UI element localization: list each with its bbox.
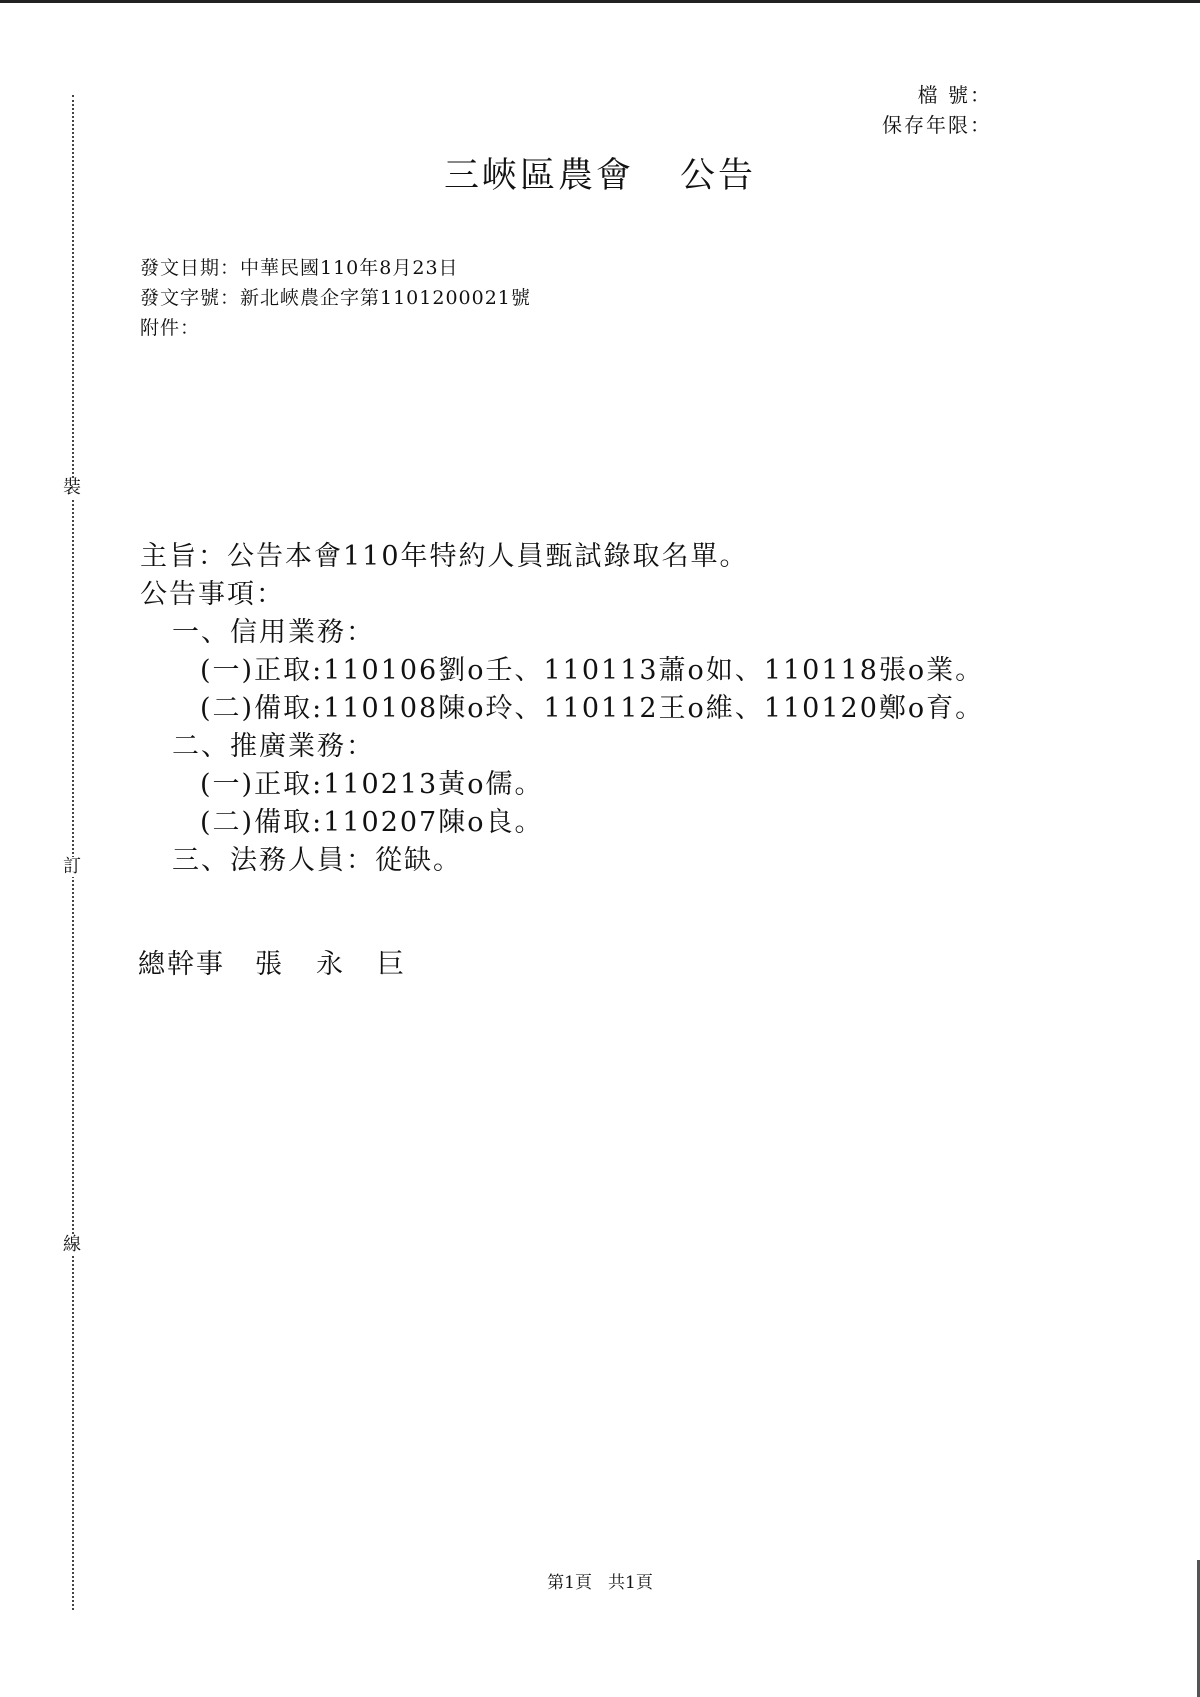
issue-info [140,253,531,343]
issue-date: 發文日期：中華民國110年8月23日 [140,257,459,279]
section-heading: 三、法務人員：從缺。 [172,845,462,876]
section-heading: 二、推廣業務： [172,731,375,762]
page-footer [0,1568,1200,1593]
retention-row [882,110,992,140]
page-number: 第1頁 [547,1573,592,1593]
signature [138,942,438,981]
binding-mark-xian: 線 [63,1234,81,1255]
section-heading: 一、信用業務： [172,617,375,648]
file-number-row [882,80,992,110]
signature-title: 總幹事 [138,949,225,980]
retention-label: 保存年限： [882,113,992,137]
subject-line: 主旨：公告本會110年特約人員甄試錄取名單。 [140,541,749,572]
file-meta [882,80,992,140]
page-top-edge [0,0,1200,3]
signature-name-char: 永 [316,949,345,980]
section-item: (一)正取:110106劉o壬、110113蕭o如、110118張o業。 [200,655,985,686]
section-item: (一)正取:110213黃o儒。 [200,769,544,800]
section-item: (二)備取:110108陳o玲、110112王o維、110120鄭o育。 [200,693,985,724]
main-content [140,538,984,880]
title-type: 公告 [680,156,757,196]
title-org: 三峽區農會 [443,156,634,196]
binding-mark-zhuang: 裝 [63,477,81,498]
notice-heading: 公告事項： [140,579,285,610]
signature-name-char: 巨 [377,949,406,980]
binding-line [72,95,74,1610]
document-title [0,148,1200,198]
issue-attachment: 附件： [140,317,201,339]
file-number-label: 檔 號： [917,83,992,107]
page-total: 共1頁 [608,1573,653,1593]
section-item: (二)備取:110207陳o良。 [200,807,544,838]
binding-mark-ding: 訂 [63,856,81,877]
signature-name-char: 張 [255,949,284,980]
issue-number: 發文字號：新北峽農企字第1101200021號 [140,287,531,309]
